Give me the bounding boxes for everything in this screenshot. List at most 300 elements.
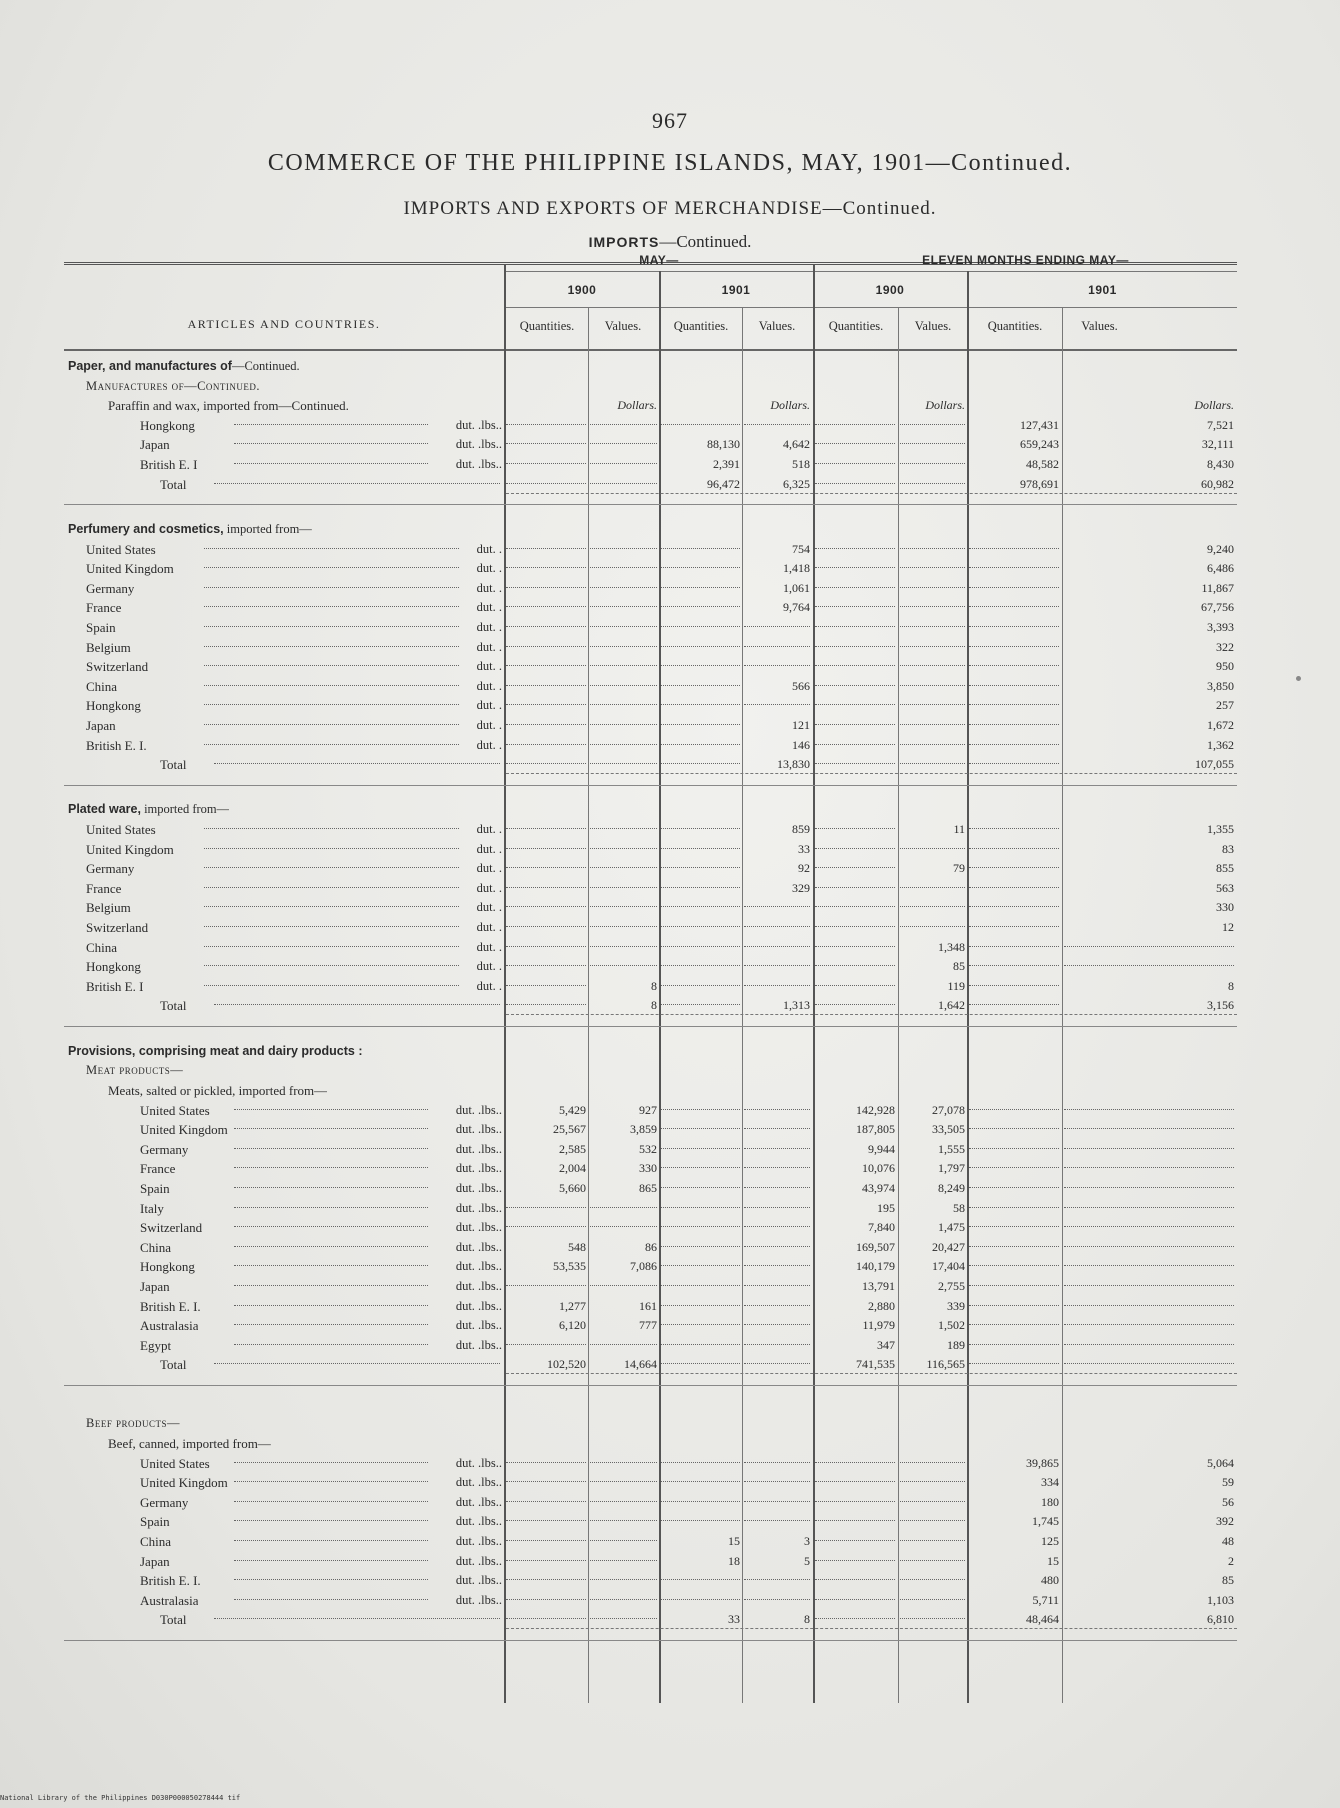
table-row [64, 579, 1237, 599]
empty-cell-dots [744, 1599, 810, 1600]
value-cell: 2,391 [713, 457, 740, 471]
empty-cell-dots [815, 867, 895, 868]
value-cell: 56 [1222, 1494, 1234, 1509]
table-row [64, 1336, 1237, 1356]
country-label: Switzerland [140, 1220, 203, 1236]
value-cell: 58 [953, 1200, 965, 1215]
table-row [64, 1179, 1237, 1199]
country-label: France [86, 880, 122, 896]
empty-cell-dots [661, 1207, 740, 1208]
empty-cell-dots [815, 606, 895, 607]
empty-cell-dots [661, 744, 740, 745]
empty-cell-dots [506, 926, 586, 927]
leader-dots [204, 626, 459, 627]
value-cell: 322 [1216, 639, 1234, 654]
empty-cell-dots [815, 483, 895, 484]
value-cell: 1,502 [938, 1318, 965, 1333]
value-cell: 334 [1041, 1475, 1059, 1490]
value-cell: 11,867 [1201, 580, 1234, 595]
section-heading-bold: IMPORTS [588, 234, 660, 250]
value-cell: 8,249 [938, 1180, 965, 1195]
table-row [64, 898, 1237, 918]
empty-cell-dots [661, 567, 740, 568]
unit-label: dut. . [476, 880, 502, 895]
col-header-qty-1: Quantities. [519, 319, 575, 333]
empty-cell-dots [900, 567, 965, 568]
unit-label: dut. .lbs.. [455, 1122, 502, 1137]
empty-cell-dots [661, 848, 740, 849]
leader-dots [214, 1618, 500, 1619]
value-cell: 1,313 [783, 998, 810, 1013]
empty-cell-dots [506, 1226, 586, 1227]
empty-cell-dots [900, 1540, 965, 1541]
empty-cell-dots [744, 1148, 810, 1149]
leader-dots [234, 1246, 428, 1247]
empty-cell-dots [744, 1501, 810, 1502]
value-cell: 6,120 [559, 1318, 586, 1333]
value-cell: 2,004 [559, 1161, 586, 1176]
table-row [64, 1552, 1237, 1572]
empty-cell-dots [590, 704, 657, 705]
empty-cell-dots [506, 443, 586, 444]
value-cell: 33,505 [932, 1122, 965, 1137]
value-cell: 146 [792, 737, 810, 752]
empty-cell-dots [1064, 1363, 1234, 1364]
empty-cell-dots [969, 744, 1059, 745]
unit-label: dut. . [476, 737, 502, 752]
table-row [64, 1473, 1237, 1493]
table-row [64, 357, 1237, 377]
empty-cell-dots [815, 985, 895, 986]
value-cell: 329 [792, 880, 810, 895]
country-label: Italy [140, 1200, 164, 1216]
category-heading [68, 1044, 363, 1058]
empty-cell-dots [900, 1599, 965, 1600]
table-row [64, 1081, 1237, 1101]
empty-cell-dots [815, 887, 895, 888]
empty-cell-dots [661, 1481, 740, 1482]
unit-label: dut. . [476, 978, 502, 993]
empty-cell-dots [900, 763, 965, 764]
table-row [64, 879, 1237, 899]
leader-dots [204, 985, 459, 986]
value-cell: 978,691 [1020, 476, 1059, 491]
empty-cell-dots [744, 1285, 810, 1286]
value-cell: 5,429 [559, 1102, 586, 1117]
table-row [64, 377, 1237, 397]
empty-cell-dots [815, 724, 895, 725]
empty-cell-dots [969, 1187, 1059, 1188]
leader-dots [204, 587, 459, 588]
empty-cell-dots [900, 587, 965, 588]
unit-label: dut. .lbs.. [455, 1259, 502, 1274]
empty-cell-dots [815, 1481, 895, 1482]
empty-cell-dots [744, 1462, 810, 1463]
value-cell: 79 [953, 861, 965, 876]
leader-dots [214, 483, 500, 484]
value-cell: 855 [1216, 861, 1234, 876]
empty-cell-dots [744, 1481, 810, 1482]
value-cell: 659,243 [1020, 437, 1059, 452]
value-cell: 140,179 [856, 1259, 895, 1274]
empty-cell-dots [969, 1363, 1059, 1364]
country-label: United States [86, 822, 156, 838]
total-label: Total [160, 1357, 187, 1373]
unit-label: dut. .lbs.. [455, 1239, 502, 1254]
empty-cell-dots [506, 1004, 586, 1005]
empty-cell-dots [506, 1462, 586, 1463]
empty-cell-dots [506, 946, 586, 947]
empty-cell-dots [506, 965, 586, 966]
leader-dots [234, 1109, 428, 1110]
empty-cell-dots [661, 1579, 740, 1580]
empty-cell-dots [900, 548, 965, 549]
country-label: United States [140, 1102, 210, 1118]
empty-cell-dots [1064, 1344, 1234, 1345]
empty-cell-dots [969, 548, 1059, 549]
country-label: Spain [140, 1180, 170, 1196]
value-cell: 548 [568, 1239, 586, 1254]
value-cell: 25,567 [553, 1122, 586, 1137]
leader-dots [204, 828, 459, 829]
empty-cell-dots [900, 926, 965, 927]
empty-cell-dots [590, 887, 657, 888]
empty-cell-dots [661, 946, 740, 947]
section-divider [64, 1026, 1237, 1027]
page-number: 967 [652, 108, 688, 133]
leader-dots [204, 906, 459, 907]
empty-cell-dots [506, 1501, 586, 1502]
country-label: British E. I [86, 978, 144, 994]
value-cell: 116,565 [926, 1357, 965, 1372]
empty-cell-dots [744, 946, 810, 947]
empty-cell-dots [744, 965, 810, 966]
empty-cell-dots [900, 606, 965, 607]
empty-cell-dots [661, 1226, 740, 1227]
empty-cell-dots [590, 685, 657, 686]
empty-cell-dots [815, 646, 895, 647]
table-row [64, 520, 1237, 540]
value-cell: 257 [1216, 698, 1234, 713]
empty-cell-dots [661, 1265, 740, 1266]
value-cell: 85 [1222, 1573, 1234, 1588]
empty-cell-dots [969, 906, 1059, 907]
empty-cell-dots [661, 685, 740, 686]
value-cell: 330 [1216, 900, 1234, 915]
value-cell: 4,642 [783, 437, 810, 452]
empty-cell-dots [744, 1167, 810, 1168]
value-cell: 11,979 [862, 1318, 895, 1333]
empty-cell-dots [969, 965, 1059, 966]
empty-cell-dots [744, 1207, 810, 1208]
leader-dots [204, 646, 459, 647]
unit-label: dut. . [476, 659, 502, 674]
empty-cell-dots [590, 1540, 657, 1541]
empty-cell-dots [590, 744, 657, 745]
value-cell: 3,850 [1207, 678, 1234, 693]
table-row [64, 677, 1237, 697]
empty-cell-dots [1064, 1246, 1234, 1247]
category-heading-tail: imported from— [140, 802, 230, 817]
table-row [64, 736, 1237, 756]
col-header-val-2: Values. [758, 319, 796, 333]
table-row [64, 475, 1237, 495]
value-cell: 8 [804, 1612, 810, 1627]
subcategory-heading: Meat products— [86, 1063, 184, 1078]
leader-dots [204, 704, 459, 705]
empty-cell-dots [590, 1207, 657, 1208]
unit-label: dut. .lbs.. [455, 1337, 502, 1352]
value-cell: 187,805 [856, 1122, 895, 1137]
empty-cell-dots [969, 724, 1059, 725]
empty-cell-dots [661, 424, 740, 425]
country-label: France [86, 600, 122, 616]
empty-cell-dots [900, 443, 965, 444]
leader-dots [234, 1148, 428, 1149]
leader-dots [234, 463, 428, 464]
empty-cell-dots [815, 848, 895, 849]
empty-cell-dots [744, 424, 810, 425]
value-cell: 480 [1041, 1573, 1059, 1588]
unit-label: dut. . [476, 600, 502, 615]
empty-cell-dots [661, 1344, 740, 1345]
empty-cell-dots [900, 704, 965, 705]
empty-cell-dots [815, 828, 895, 829]
value-cell: 6,810 [1207, 1612, 1234, 1627]
empty-cell-dots [506, 548, 586, 549]
empty-cell-dots [1064, 946, 1234, 947]
leader-dots [234, 1462, 428, 1463]
section-heading-rest: —Continued. [659, 232, 752, 251]
table-row [64, 1042, 1237, 1062]
section-divider [64, 1385, 1237, 1386]
country-label: Australasia [140, 1592, 199, 1608]
dollars-unit-label: Dollars. [770, 398, 810, 413]
value-cell: 1,555 [938, 1141, 965, 1156]
empty-cell-dots [1064, 1128, 1234, 1129]
leader-dots [234, 1265, 428, 1266]
value-cell: 1,061 [783, 580, 810, 595]
empty-cell-dots [590, 965, 657, 966]
table-row [64, 455, 1237, 475]
empty-cell-dots [1064, 1265, 1234, 1266]
unit-label: dut. . [476, 841, 502, 856]
value-cell: 33 [798, 841, 810, 856]
value-cell: 2,880 [868, 1298, 895, 1313]
empty-cell-dots [815, 443, 895, 444]
value-cell: 10,076 [862, 1161, 895, 1176]
value-cell: 48,464 [1026, 1612, 1059, 1627]
value-cell: 865 [639, 1180, 657, 1195]
empty-cell-dots [506, 906, 586, 907]
section-heading [0, 232, 1340, 252]
empty-cell-dots [1064, 1109, 1234, 1110]
value-cell: 67,756 [1201, 600, 1234, 615]
empty-cell-dots [506, 848, 586, 849]
empty-cell-dots [815, 704, 895, 705]
unit-label: dut. . [476, 920, 502, 935]
value-cell: 777 [639, 1318, 657, 1333]
value-cell: 15 [1047, 1553, 1059, 1568]
empty-cell-dots [661, 1167, 740, 1168]
empty-cell-dots [900, 1618, 965, 1619]
empty-cell-dots [815, 946, 895, 947]
leader-dots [234, 1207, 428, 1208]
value-cell: 392 [1216, 1514, 1234, 1529]
empty-cell-dots [900, 483, 965, 484]
dollars-unit-label: Dollars. [1194, 398, 1234, 413]
unit-label: dut. .lbs.. [455, 1553, 502, 1568]
empty-cell-dots [590, 443, 657, 444]
country-label: Germany [140, 1141, 189, 1157]
empty-cell-dots [590, 867, 657, 868]
empty-cell-dots [661, 926, 740, 927]
empty-cell-dots [590, 1226, 657, 1227]
empty-cell-dots [900, 887, 965, 888]
empty-cell-dots [506, 1207, 586, 1208]
value-cell: 927 [639, 1102, 657, 1117]
empty-cell-dots [661, 1187, 740, 1188]
empty-cell-dots [590, 828, 657, 829]
value-cell: 121 [792, 717, 810, 732]
empty-cell-dots [506, 1560, 586, 1561]
empty-cell-dots [900, 685, 965, 686]
may-1901-header: 1901 [721, 283, 751, 297]
empty-cell-dots [744, 646, 810, 647]
col-header-qty-3: Quantities. [828, 319, 884, 333]
value-cell: 27,078 [932, 1102, 965, 1117]
empty-cell-dots [744, 1246, 810, 1247]
leader-dots [204, 965, 459, 966]
value-cell: 3,156 [1207, 998, 1234, 1013]
empty-cell-dots [506, 985, 586, 986]
value-cell: 33 [728, 1612, 740, 1627]
empty-cell-dots [590, 1618, 657, 1619]
table-row [64, 938, 1237, 958]
empty-cell-dots [661, 985, 740, 986]
empty-cell-dots [969, 887, 1059, 888]
value-cell: 3 [804, 1534, 810, 1548]
empty-cell-dots [506, 424, 586, 425]
value-cell: 48,582 [1026, 457, 1059, 471]
category-heading-text: Paper, and manufactures of [68, 359, 232, 373]
unit-label: dut. . [476, 900, 502, 915]
table-row [64, 800, 1237, 820]
value-cell: 1,348 [938, 939, 965, 954]
value-cell: 6,325 [783, 476, 810, 491]
country-label: United Kingdom [140, 1475, 228, 1491]
value-cell: 12 [1222, 920, 1234, 935]
value-cell: 102,520 [547, 1357, 586, 1372]
empty-cell-dots [506, 744, 586, 745]
country-label: Australasia [140, 1318, 199, 1334]
value-cell: 6,486 [1207, 561, 1234, 576]
unit-label: dut. . [476, 822, 502, 837]
unit-label: dut. . [476, 580, 502, 595]
empty-cell-dots [506, 463, 586, 464]
unit-label: dut. . [476, 639, 502, 654]
value-cell: 14,664 [624, 1357, 657, 1372]
value-cell: 3,859 [630, 1122, 657, 1137]
country-label: United Kingdom [86, 561, 174, 577]
empty-cell-dots [590, 926, 657, 927]
empty-cell-dots [815, 744, 895, 745]
unit-label: dut. . [476, 861, 502, 876]
empty-cell-dots [1064, 965, 1234, 966]
group-heading: Meats, salted or pickled, imported from— [108, 1082, 328, 1098]
empty-cell-dots [900, 1560, 965, 1561]
empty-cell-dots [969, 685, 1059, 686]
empty-cell-dots [661, 1501, 740, 1502]
empty-cell-dots [900, 724, 965, 725]
value-cell: 330 [639, 1161, 657, 1176]
empty-cell-dots [1064, 1324, 1234, 1325]
empty-cell-dots [590, 763, 657, 764]
country-label: France [140, 1161, 176, 1177]
table-row [64, 1414, 1237, 1434]
value-cell: 92 [798, 861, 810, 876]
country-label: China [86, 939, 118, 955]
empty-cell-dots [900, 1520, 965, 1521]
leader-dots [234, 1305, 428, 1306]
empty-cell-dots [590, 606, 657, 607]
table-row [64, 957, 1237, 977]
empty-cell-dots [506, 867, 586, 868]
value-cell: 1,475 [938, 1220, 965, 1235]
unit-label: dut. . [476, 698, 502, 713]
table-row [64, 996, 1237, 1016]
empty-cell-dots [1064, 1167, 1234, 1168]
table-row [64, 977, 1237, 997]
empty-cell-dots [590, 724, 657, 725]
value-cell: 180 [1041, 1494, 1059, 1509]
empty-cell-dots [744, 1109, 810, 1110]
empty-cell-dots [744, 1363, 810, 1364]
value-cell: 88,130 [707, 437, 740, 452]
eleven-1900-header: 1900 [875, 283, 905, 297]
empty-cell-dots [969, 946, 1059, 947]
value-cell: 18 [728, 1553, 740, 1568]
leader-dots [234, 1226, 428, 1227]
category-heading-text: Plated ware, [68, 802, 141, 817]
may-1900-header: 1900 [567, 283, 597, 297]
empty-cell-dots [661, 763, 740, 764]
value-cell: 1,103 [1207, 1592, 1234, 1607]
value-cell: 48 [1222, 1534, 1234, 1548]
empty-cell-dots [969, 1128, 1059, 1129]
empty-cell-dots [900, 424, 965, 425]
dollars-unit-label: Dollars. [925, 398, 965, 413]
country-label: Germany [140, 1494, 189, 1510]
empty-cell-dots [744, 704, 810, 705]
empty-cell-dots [969, 848, 1059, 849]
value-cell: 142,928 [856, 1102, 895, 1117]
unit-label: dut. .lbs.. [455, 437, 502, 452]
leader-dots [204, 887, 459, 888]
table-row [64, 1610, 1237, 1630]
country-label: Spain [140, 1514, 170, 1530]
leader-dots [234, 1324, 428, 1325]
empty-cell-dots [900, 463, 965, 464]
empty-cell-dots [969, 828, 1059, 829]
country-label: Japan [140, 1553, 170, 1569]
value-cell: 60,982 [1201, 476, 1234, 491]
value-cell: 59 [1222, 1475, 1234, 1490]
table-row [64, 1199, 1237, 1219]
table-row [64, 1101, 1237, 1121]
category-heading-tail: —Continued. [231, 359, 300, 373]
leader-dots [204, 946, 459, 947]
